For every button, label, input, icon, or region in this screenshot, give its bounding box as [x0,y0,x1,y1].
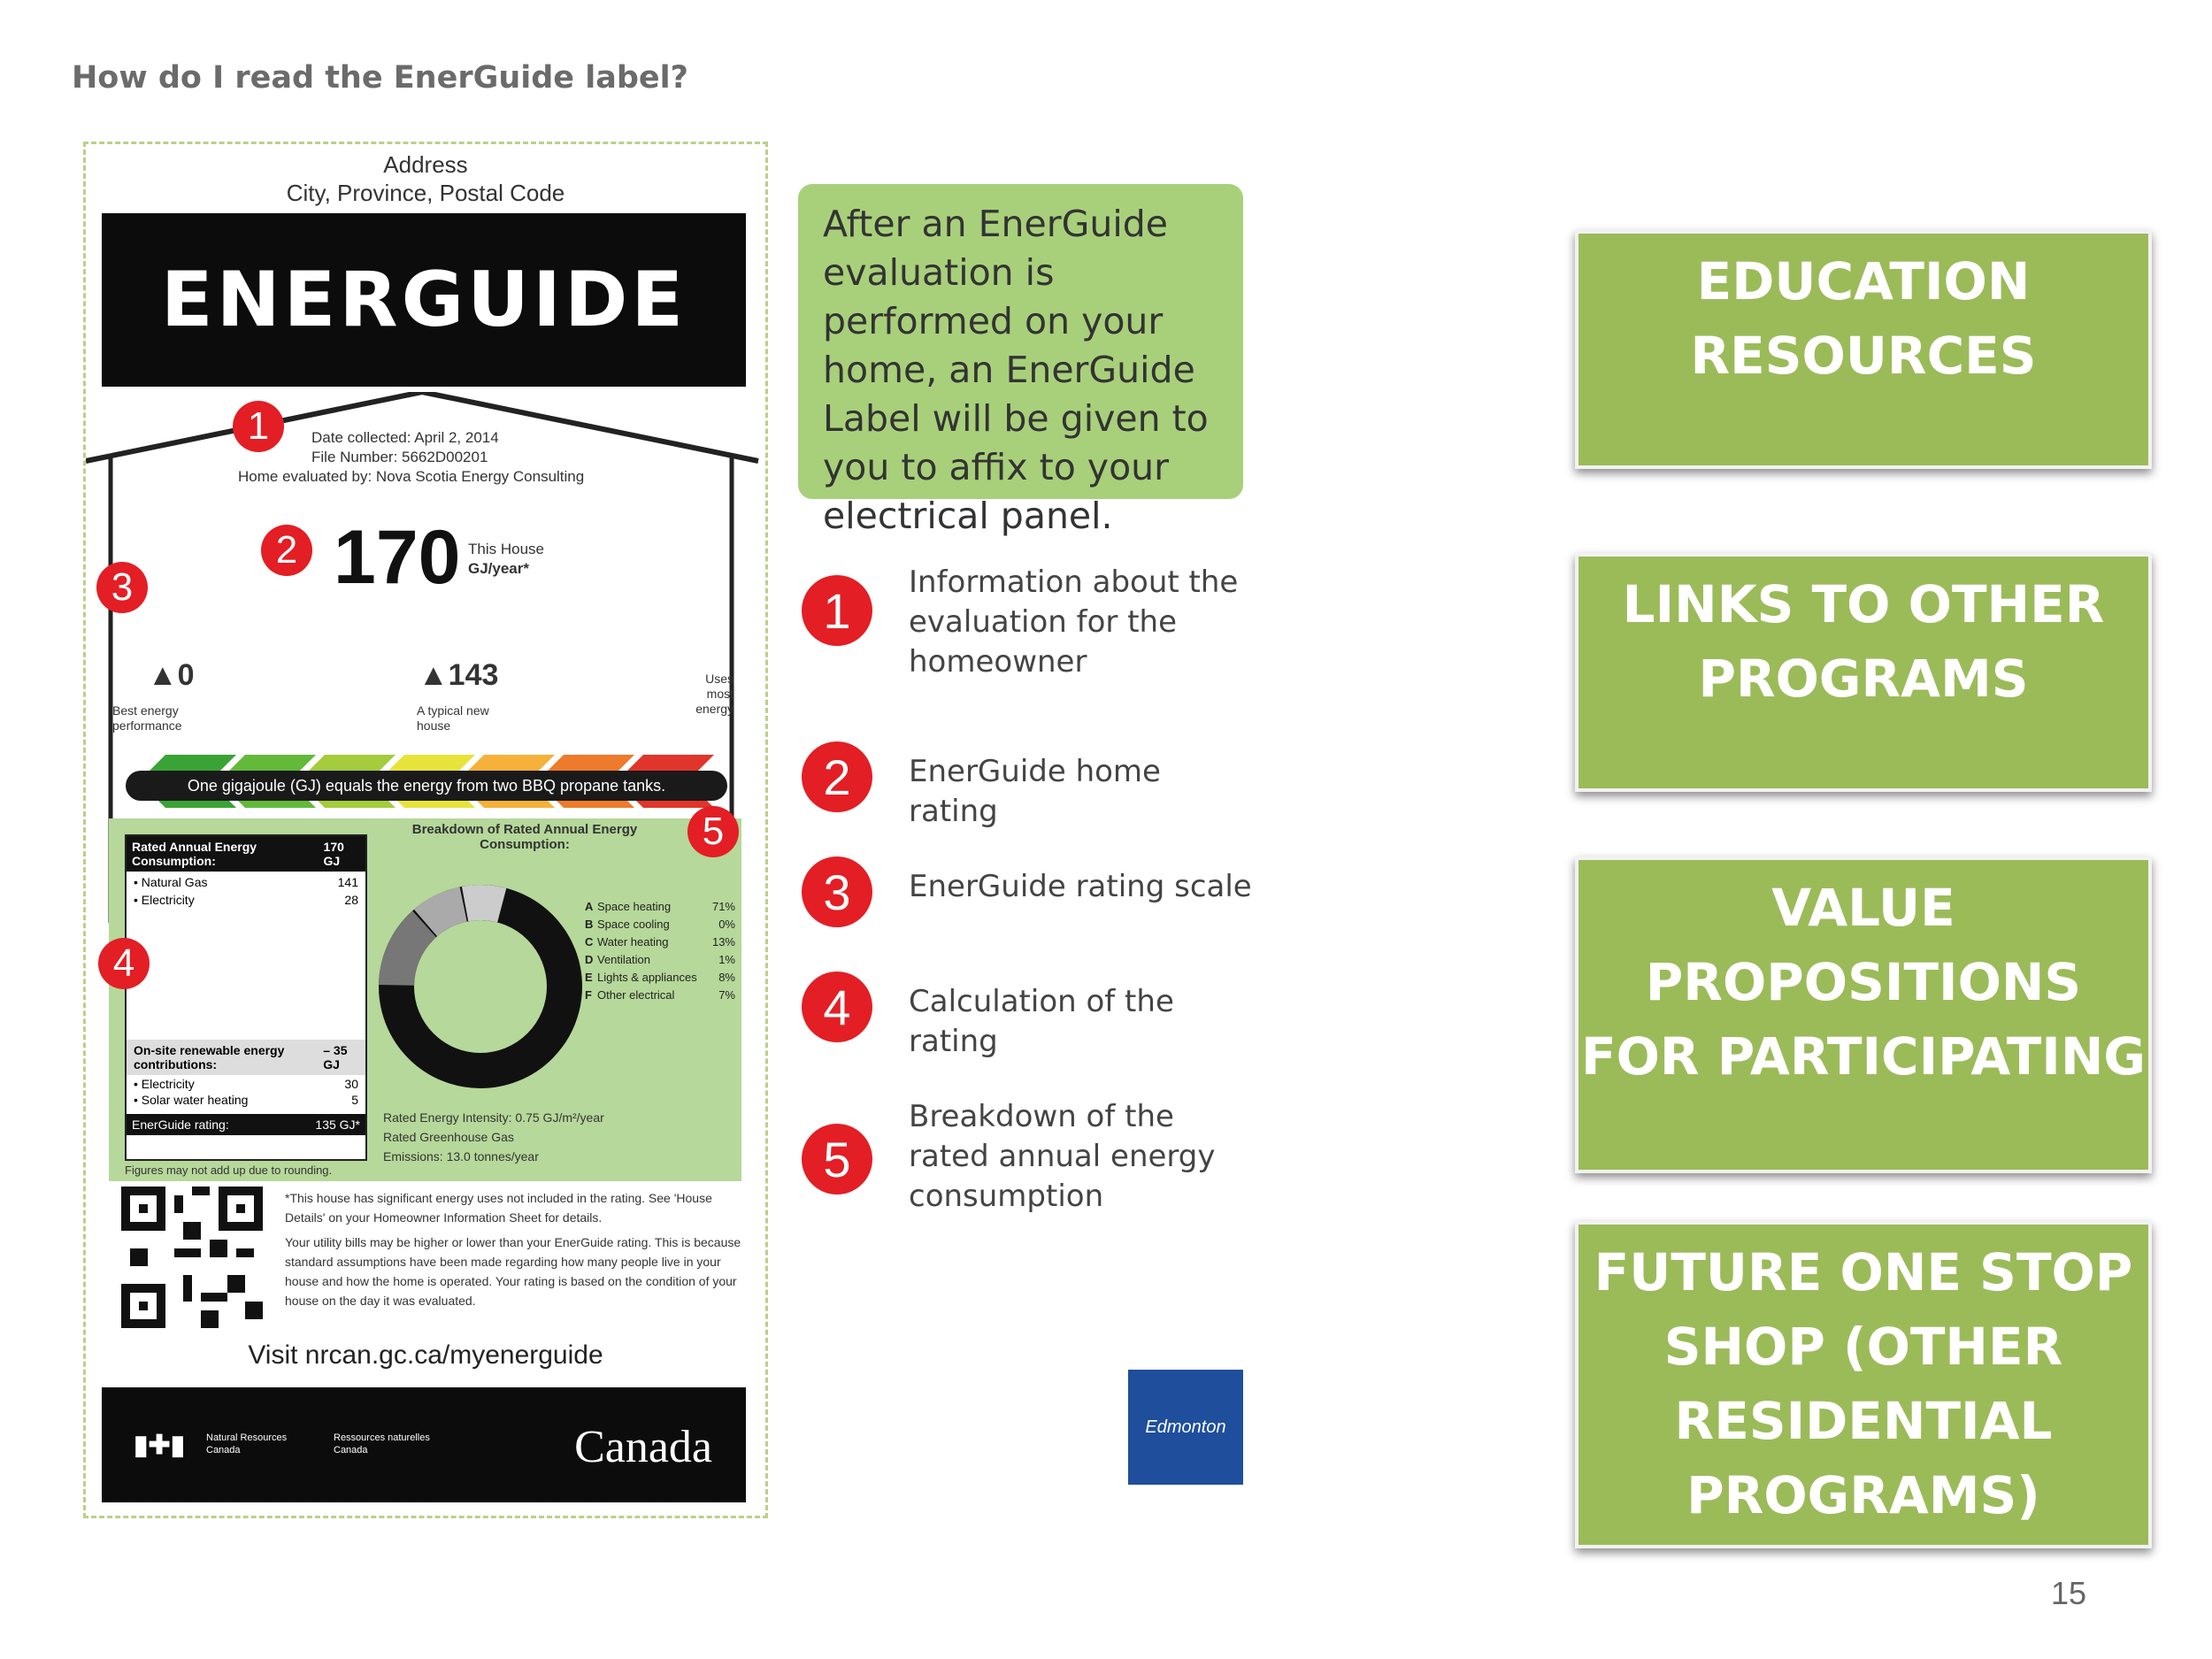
nrcan-english: Natural Resources Canada [206,1432,288,1455]
marker-3: 3 [96,562,148,613]
ghg-label: Rated Greenhouse Gas [383,1130,514,1144]
natural-gas: • Natural Gas [134,875,208,889]
rating-value: 170 [334,515,461,600]
fine-print-1: *This house has significant energy uses not included in the rating. See 'House Details' on your Homeowner Information Sheet for details. [285,1191,712,1225]
canada-flag-icon: ▮✚▮ [134,1431,186,1460]
page-title: How do I read the EnerGuide label? [72,60,688,96]
typical-value: ▲143 [419,658,499,692]
marker-1: 1 [233,401,284,452]
value-propositions-box[interactable]: VALUE PROPOSITIONS FOR PARTICIPATING [1575,856,2152,1173]
energy-intensity: Rated Energy Intensity: 0.75 GJ/m²/year [383,1110,604,1125]
best-label: Best energy performance [112,703,182,733]
future-one-stop-shop-box[interactable]: FUTURE ONE STOP SHOP (OTHER RESIDENTIAL PROGRAMS) [1575,1221,2152,1548]
evaluated-by: Home evaluated by: Nova Scotia Energy Consulting [238,468,585,485]
typical-label: A typical new house [417,703,489,733]
legend-text-5: Breakdown of the rated annual energy consumption [909,1099,1216,1214]
gj-note: One gigajoule (GJ) equals the energy from two BBQ propane tanks. [126,771,727,801]
page-number: 15 [2051,1575,2087,1611]
label-city: City, Province, Postal Code [286,180,565,206]
onsite-label: On-site renewable energy contributions: [134,1043,285,1071]
consumption-panel [109,810,741,1181]
legend-text-4: Calculation of the rating [909,984,1174,1059]
emissions-label: Emissions: 13.0 tonnes/year [383,1149,539,1164]
legend-text-1: Information about the evaluation for the homeowner [909,565,1239,680]
links-to-other-programs-box[interactable]: LINKS TO OTHER PROGRAMS [1575,553,2152,792]
callout-box [798,184,1243,537]
solar-value: 5 [351,1093,358,1107]
marker-4: 4 [98,938,150,989]
education-resources-box[interactable]: EDUCATION RESOURCES [1575,230,2152,469]
file-number: File Number: 5662D00201 [311,449,488,465]
uses-most-label: Uses most energy [695,672,733,716]
nrcan-french: Ressources naturelles Canada [334,1432,430,1455]
legend-text-2: EnerGuide home rating [909,754,1161,829]
canada-wordmark: Canada [574,1422,712,1472]
this-house-label: This House [468,541,544,557]
eg-rating-label: EnerGuide rating: [132,1118,229,1132]
qr-code-icon [121,1187,263,1328]
legend-text-3: EnerGuide rating scale [909,869,1252,904]
date-collected: Date collected: April 2, 2014 [311,429,499,446]
fine-print [285,1188,745,1310]
eg-rating-value: 135 GJ* [315,1118,360,1132]
edmonton-logo: Edmonton [1128,1370,1243,1485]
label-address: Address [383,151,468,178]
rounding-note: Figures may not add up due to rounding. [125,1164,333,1177]
solar-label: • Solar water heating [134,1093,249,1107]
onsite-value: – 35 GJ [323,1043,348,1071]
breakdown-title: Breakdown of Rated Annual Energy Consumption: [411,822,638,852]
marker-2: 2 [261,525,312,576]
visit-link: Visit nrcan.gc.ca/myenerguide [248,1340,603,1370]
breakdown-donut-chart [374,880,587,1093]
callout-text: After an EnerGuide evaluation is performed on your home, an EnerGuide Label will be given to you to affix to your electrical panel. [823,203,1209,537]
table-header: Rated Annual Energy Consumption: [132,840,257,868]
legend-badge-3: 3 [802,856,872,927]
label-footer [102,1387,746,1502]
best-value: ▲0 [148,658,195,692]
natural-gas-value: 141 [337,875,358,889]
energuide-logo: ENERGUIDE [102,213,746,387]
legend-badge-2: 2 [802,741,872,812]
electricity: • Electricity [134,893,195,907]
legend-badge-1: 1 [802,575,872,646]
rating-unit: GJ/year* [468,560,529,577]
consumption-table [125,834,367,1161]
legend-badge-5: 5 [802,1124,872,1194]
electricity-value: 28 [344,893,358,907]
breakdown-legend: A Space heating 71% B Space cooling 0% C Water heating 13% D Ventilation 1% E Lights & appliances 8% F Other electrical 7% [585,900,735,1002]
legend-badge-4: 4 [802,972,872,1042]
onsite-electricity-value: 30 [344,1077,358,1091]
table-total: 170 GJ [323,840,344,868]
fine-print-2: Your utility bills may be higher or lower than your EnerGuide rating. This is because standard assumptions have been made regarding how many people live in your house and how the home is operated. Your rating is based on the condition of your house on the day it was evaluated. [285,1235,741,1308]
energuide-label [83,142,768,1518]
onsite-electricity: • Electricity [134,1077,195,1091]
marker-5: 5 [687,806,739,857]
